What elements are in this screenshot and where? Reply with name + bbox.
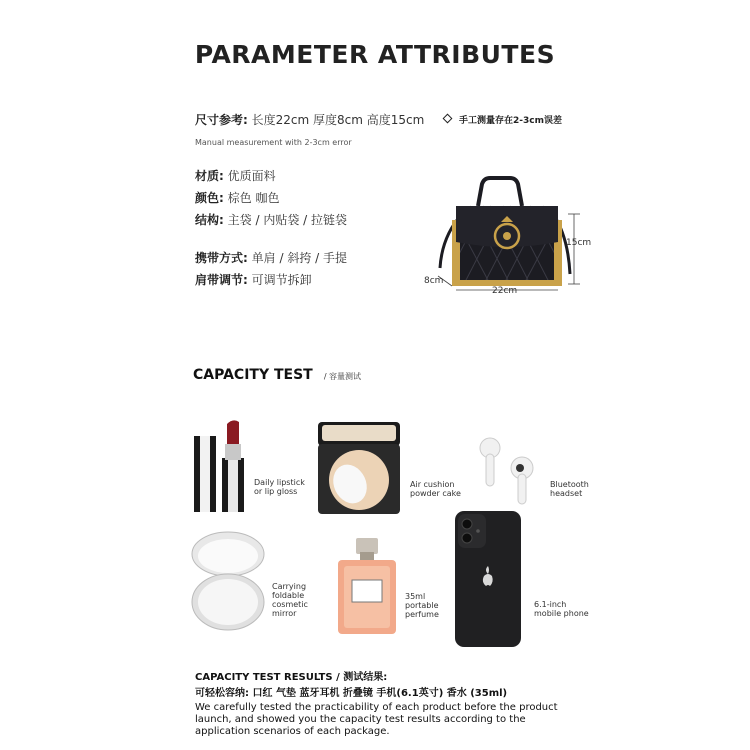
dim-length: 22cm bbox=[492, 286, 518, 296]
param-label: 颜色: bbox=[195, 191, 224, 205]
phone-image bbox=[454, 510, 524, 648]
earbuds-image bbox=[476, 436, 544, 506]
results-title: CAPACITY TEST RESULTS / 测试结果: bbox=[195, 672, 388, 683]
size-note-cn: 手工测量存在2-3cm误差 bbox=[459, 116, 562, 126]
earbuds-label: Bluetooth headset bbox=[550, 480, 589, 498]
page-title: PARAMETER ATTRIBUTES bbox=[194, 40, 556, 69]
param-value: 优质面料 bbox=[227, 169, 276, 183]
param-value: 主袋 / 内贴袋 / 拉链袋 bbox=[227, 213, 347, 227]
lipstick-label: Daily lipstick or lip gloss bbox=[254, 478, 305, 496]
capacity-subtitle: / 容量测试 bbox=[323, 372, 362, 381]
mirror-label: Carrying foldable cosmetic mirror bbox=[272, 582, 308, 618]
param-label: 携带方式: bbox=[195, 251, 248, 265]
size-row bbox=[195, 111, 424, 128]
param-row-carry bbox=[195, 249, 347, 266]
param-label: 材质: bbox=[195, 169, 224, 183]
param-row-structure bbox=[195, 211, 347, 228]
dim-height: 15cm bbox=[566, 238, 592, 248]
cushion-image bbox=[312, 420, 406, 516]
capacity-header bbox=[193, 364, 361, 383]
size-value: 长度22cm 厚度8cm 高度15cm bbox=[251, 113, 425, 127]
diamond-icon bbox=[443, 114, 453, 124]
phone-label: 6.1-inch mobile phone bbox=[534, 600, 589, 618]
perfume-label: 35ml portable perfume bbox=[405, 592, 439, 619]
size-note-cn-wrap bbox=[444, 113, 562, 126]
cushion-label: Air cushion powder cake bbox=[410, 480, 461, 498]
mirror-image bbox=[188, 530, 268, 634]
lipstick-image bbox=[192, 418, 248, 514]
size-label: 尺寸参考: bbox=[195, 113, 248, 127]
dim-depth: 8cm bbox=[424, 276, 444, 286]
results-note: We carefully tested the practicability of each product before the product launch, and showed you the capacity test results according to the application scenarios of each package. bbox=[195, 702, 558, 737]
results-line: 可轻松容纳: 口红 气垫 蓝牙耳机 折叠镜 手机(6.1英寸) 香水 (35ml) bbox=[195, 688, 508, 699]
param-value: 棕色 咖色 bbox=[227, 191, 280, 205]
param-label: 肩带调节: bbox=[195, 273, 248, 287]
param-row-material bbox=[195, 167, 276, 184]
capacity-title: CAPACITY TEST bbox=[193, 367, 313, 383]
param-row-strap bbox=[195, 271, 312, 288]
param-label: 结构: bbox=[195, 213, 224, 227]
size-note-en: Manual measurement with 2-3cm error bbox=[195, 138, 352, 147]
param-value: 单肩 / 斜挎 / 手提 bbox=[251, 251, 347, 265]
param-row-color bbox=[195, 189, 279, 206]
param-value: 可调节拆卸 bbox=[251, 273, 312, 287]
perfume-image bbox=[334, 536, 400, 636]
